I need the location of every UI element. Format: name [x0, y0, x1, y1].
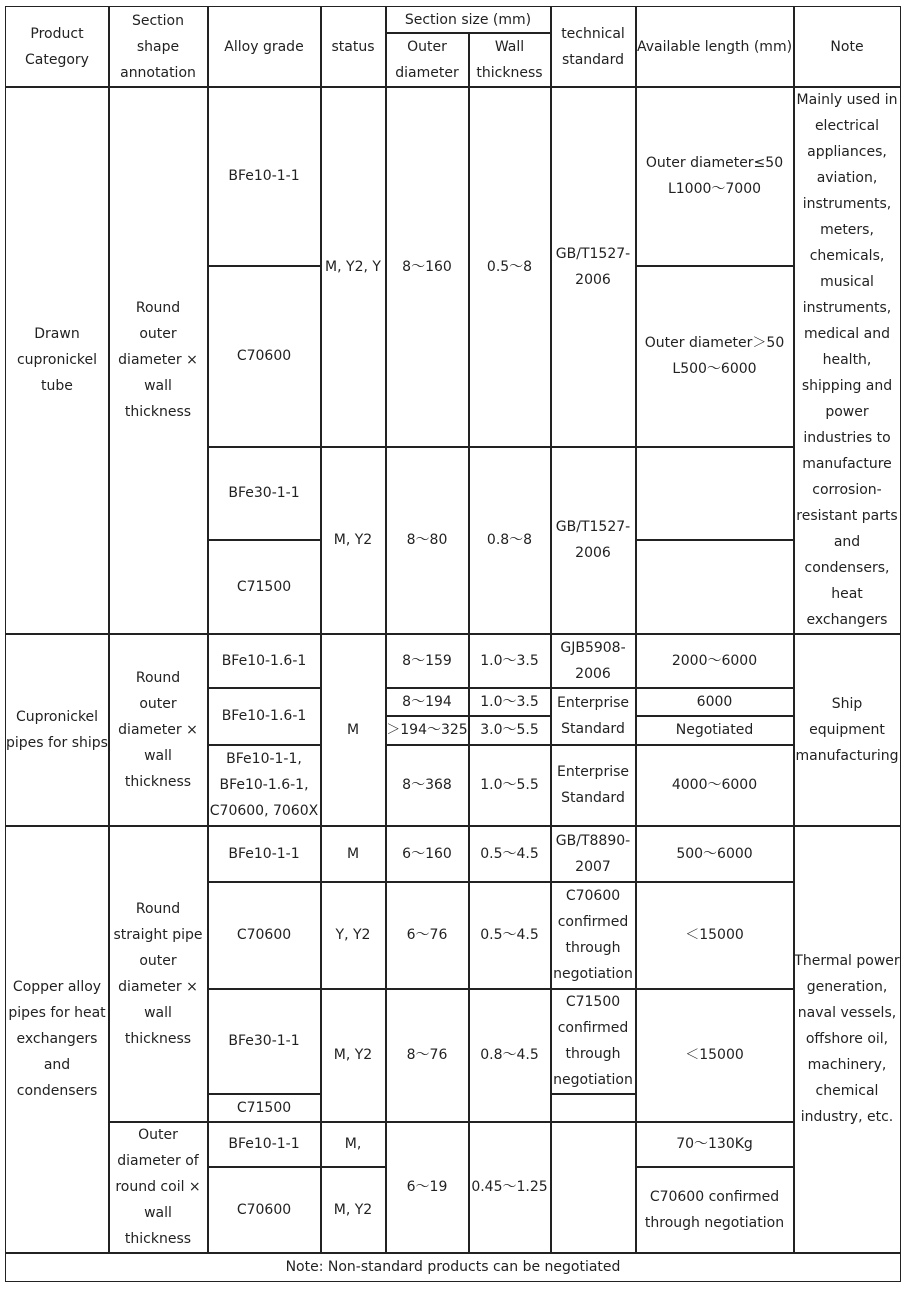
exchangers-status-5: M, [344, 1136, 362, 1152]
grid-line [108, 6, 110, 1253]
drawn-alloy-bfe30: BFe30-1-1 [228, 485, 300, 501]
grid-line [468, 32, 470, 1253]
ships-wt-2: 1.0～3.5 [480, 693, 539, 710]
exchangers-alloy-2: C70600 [236, 927, 292, 943]
drawn-note: Mainly used in electrical appliances, aviation, instruments, meters, chemicals, musical instruments, medical and health, shipping and power industries to manufacture corrosion- resistant parts and condensers, heat exchangers [796, 92, 898, 628]
exchangers-alloy-1: BFe10-1-1 [228, 845, 300, 862]
grid-line [208, 687, 321, 689]
exchangers-wt-5: 0.45～1.25 [471, 1179, 548, 1195]
drawn-wt-b: 0.8～8 [486, 532, 533, 548]
exchangers-od-2: 6～76 [406, 927, 448, 943]
grid-line [635, 6, 637, 1253]
exchangers-alloy-4: C71500 [236, 1099, 292, 1116]
grid-line [320, 6, 322, 1253]
ships-note: Ship equipment manufacturing [795, 695, 899, 764]
exchangers-status-2: Y, Y2 [335, 927, 371, 943]
ships-od-2: 8～194 [402, 693, 452, 710]
drawn-alloy-c70600: C70600 [236, 348, 292, 364]
exchangers-od-1: 6～160 [402, 845, 452, 862]
grid-line [208, 1166, 386, 1168]
ships-length-4: 4000～6000 [671, 777, 758, 793]
exchangers-alloy-3: BFe30-1-1 [228, 1033, 300, 1049]
ships-std-1: GJB5908- 2006 [560, 639, 626, 682]
ships-od-4: 8～368 [402, 777, 452, 793]
header-wall-thickness: Wall thickness [476, 38, 543, 81]
exchangers-std-2: C70600 confirmed through negotiation [553, 888, 633, 982]
drawn-status-b: M, Y2 [333, 532, 373, 548]
exchangers-category: Copper alloy pipes for heat exchangers and condensers [8, 979, 106, 1099]
drawn-status-a: M, Y2, Y [325, 258, 381, 275]
drawn-length-a: Outer diameter≤50 L1000～7000 [645, 155, 784, 197]
exchangers-status-3: M, Y2 [333, 1047, 373, 1063]
exchangers-alloy-5: BFe10-1-1 [228, 1136, 300, 1152]
grid-line [636, 715, 794, 717]
exchangers-length-2: ＜15000 [685, 927, 744, 943]
header-outer-diameter: Outer diameter [395, 38, 459, 81]
header-status: status [331, 38, 375, 55]
exchangers-note: Thermal power generation, naval vessels, offshore oil, machinery, chemical industry, etc. [794, 953, 900, 1125]
ships-length-2: 6000 [696, 693, 733, 710]
drawn-od-a: 8～160 [402, 258, 452, 275]
ships-alloy-2: BFe10-1.6-1 [221, 708, 307, 724]
ships-od-3: ＞194～325 [386, 722, 468, 738]
header-section-shape: Section shape annotation [120, 12, 196, 81]
exchangers-length-1: 500～6000 [676, 845, 753, 862]
ships-wt-4: 1.0～5.5 [480, 777, 539, 793]
exchangers-std-4 [551, 1094, 635, 1121]
exchangers-shape-coil: Outer diameter of round coil × wall thickness [115, 1127, 201, 1247]
ships-std-2: Enterprise Standard [556, 695, 630, 737]
grid-line [5, 633, 901, 635]
grid-line [5, 825, 901, 827]
grid-line [551, 1093, 636, 1095]
grid-line [208, 446, 794, 448]
grid-line [208, 265, 321, 267]
exchangers-wt-1: 0.5～4.5 [480, 845, 539, 862]
header-section-size: Section size (mm) [404, 12, 532, 28]
drawn-length-b: Outer diameter＞50 L500～6000 [644, 335, 785, 377]
exchangers-length-6: C70600 confirmed through negotiation [644, 1188, 785, 1231]
ships-std-3: Enterprise Standard [556, 764, 630, 806]
exchangers-od-3: 8～76 [406, 1047, 448, 1063]
exchangers-std-3: C71500 confirmed through negotiation [553, 994, 633, 1088]
drawn-wt-a: 0.5～8 [486, 258, 533, 275]
grid-line [793, 6, 795, 1253]
grid-line [636, 1166, 794, 1168]
exchangers-od-5: 6～19 [406, 1179, 448, 1195]
grid-line [208, 744, 321, 746]
drawn-length-c [636, 447, 793, 539]
exchangers-length-3: ＜15000 [685, 1047, 744, 1063]
ships-status: M [346, 721, 360, 738]
grid-line [208, 988, 794, 990]
drawn-length-d [636, 540, 793, 633]
exchangers-std-1: GB/T8890- 2007 [555, 832, 631, 875]
exchangers-alloy-6: C70600 [236, 1201, 292, 1218]
footer-note: Note: Non-standard products can be negotiated [285, 1259, 621, 1275]
ships-wt-1: 1.0～3.5 [480, 652, 539, 669]
grid-line [5, 86, 901, 88]
ships-category: Cupronickel pipes for ships [6, 708, 108, 751]
exchangers-wt-3: 0.8～4.5 [480, 1047, 539, 1063]
drawn-category: Drawn cupronickel tube [16, 326, 98, 394]
grid-line [208, 539, 321, 541]
exchangers-wt-2: 0.5～4.5 [480, 927, 539, 943]
grid-line [208, 881, 794, 883]
ships-length-1: 2000～6000 [671, 652, 758, 669]
grid-line [386, 744, 794, 746]
ships-alloy-1: BFe10-1.6-1 [221, 652, 307, 669]
exchangers-status-6: M, Y2 [333, 1201, 373, 1218]
exchangers-length-5: 70～130Kg [676, 1136, 753, 1152]
header-available-length: Available length (mm) [636, 38, 793, 55]
ships-wt-3: 3.0～5.5 [480, 722, 539, 738]
exchangers-std-5 [551, 1122, 635, 1252]
grid-line [550, 6, 552, 1253]
ships-length-3: Negotiated [675, 722, 754, 738]
drawn-od-b: 8～80 [406, 532, 448, 548]
grid-line [386, 687, 794, 689]
exchangers-shape-straight: Round straight pipe outer diameter × wall thickness [113, 900, 203, 1047]
ships-od-1: 8～159 [402, 652, 452, 669]
grid-line [636, 539, 794, 541]
drawn-std-b: GB/T1527- 2006 [555, 519, 631, 561]
exchangers-status-1: M [346, 845, 360, 862]
ships-shape: Round outer diameter × wall thickness [118, 669, 198, 790]
drawn-alloy-c71500: C71500 [236, 578, 292, 595]
grid-line [385, 6, 387, 1253]
grid-line [109, 1121, 794, 1123]
grid-line [208, 1093, 321, 1095]
header-note: Note [830, 38, 864, 55]
header-product-category: Product Category [25, 25, 89, 68]
drawn-std-a: GB/T1527- 2006 [555, 245, 631, 288]
grid-line [5, 1252, 901, 1254]
drawn-alloy-bfe10: BFe10-1-1 [228, 168, 300, 184]
ships-alloy-3: BFe10-1-1, BFe10-1.6-1, C70600, 7060X [209, 751, 319, 819]
grid-line [636, 265, 794, 267]
grid-line [207, 6, 209, 1253]
header-alloy-grade: Alloy grade [224, 38, 304, 55]
header-technical-standard: technical standard [561, 25, 625, 68]
drawn-shape: Round outer diameter × wall thickness [118, 300, 198, 420]
